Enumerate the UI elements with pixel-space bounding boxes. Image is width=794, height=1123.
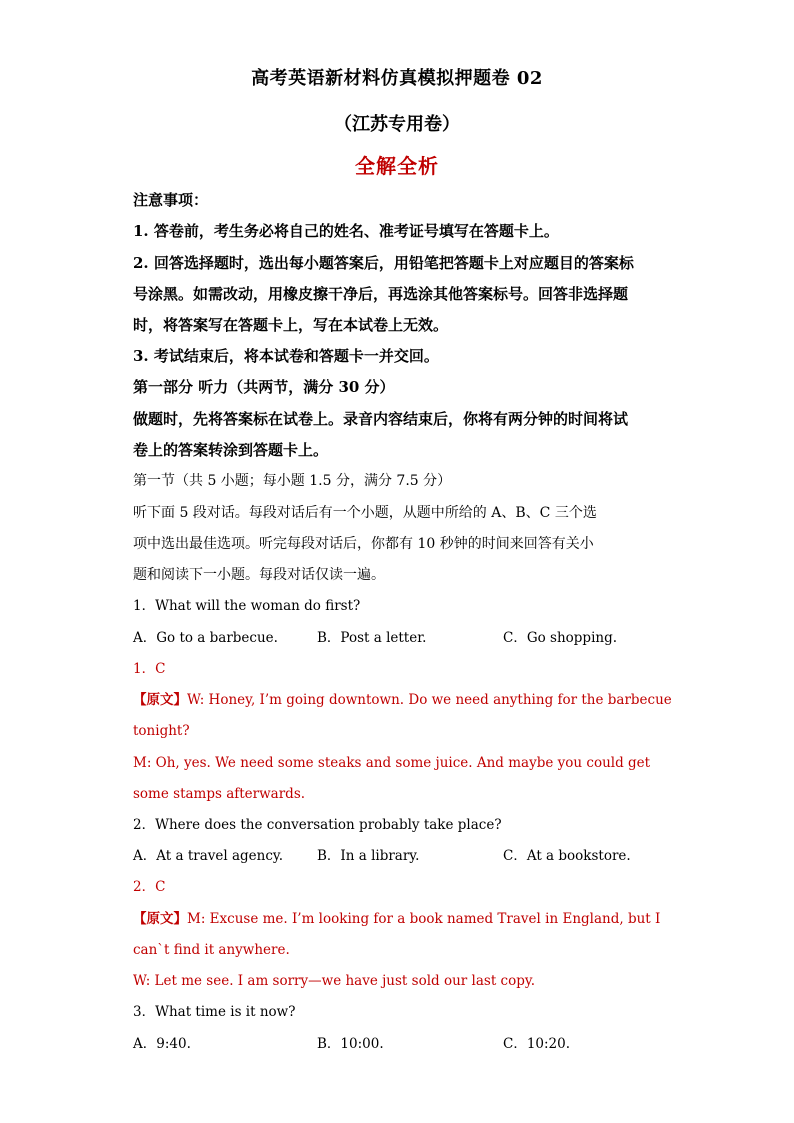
question-2-source-line-2: can`t find it anywhere. bbox=[133, 942, 290, 958]
question-1-source-line-3: M: Oh, yes. We need some steaks and some juice. And maybe you could get bbox=[133, 755, 651, 771]
question-3-text: 3．What time is it now? bbox=[133, 1004, 296, 1020]
question-3-option-c: C．10:20. bbox=[503, 1036, 571, 1052]
section1-desc-line-2: 项中选出最佳选项。听完每段对话后，你都有 10 秒钟的时间来回答有关小 bbox=[133, 536, 594, 552]
question-1-source-line-2: tonight? bbox=[133, 723, 190, 739]
part1-heading: 第一部分 听力（共两节，满分 30 分） bbox=[133, 378, 395, 396]
instruction-item-2-line-3: 时，将答案写在答题卡上，写在本试卷上无效。 bbox=[133, 316, 449, 334]
source-label: 【原文】 bbox=[133, 692, 187, 708]
question-2-answer: 2．C bbox=[133, 879, 166, 895]
part1-note-line-1: 做题时，先将答案标在试卷上。录音内容结束后，你将有两分钟的时间将试 bbox=[133, 410, 629, 428]
question-2-text: 2．Where does the conversation probably take place? bbox=[133, 817, 502, 833]
page-title: 高考英语新材料仿真模拟押题卷 02 bbox=[251, 68, 543, 89]
section1-heading: 第一节（共 5 小题；每小题 1.5 分，满分 7.5 分） bbox=[133, 473, 452, 489]
section1-desc-line-1: 听下面 5 段对话。每段对话后有一个小题，从题中所给的 A、B、C 三个选 bbox=[133, 505, 597, 521]
question-1-option-a: A．Go to a barbecue. bbox=[133, 630, 278, 646]
question-1-source-line-4: some stamps afterwards. bbox=[133, 786, 306, 802]
question-1-answer: 1．C bbox=[133, 661, 166, 677]
source-label: 【原文】 bbox=[133, 911, 187, 927]
analysis-label: 全解全析 bbox=[355, 154, 439, 178]
question-2-option-b: B．In a library. bbox=[317, 848, 420, 864]
question-1-text: 1．What will the woman do first? bbox=[133, 598, 361, 614]
question-2-source-line-3: W: Let me see. I am sorry—we have just sold our last copy. bbox=[133, 973, 535, 989]
instruction-item-1: 1. 答卷前，考生务必将自己的姓名、准考证号填写在答题卡上。 bbox=[133, 222, 559, 240]
page-subtitle: （江苏专用卷） bbox=[334, 114, 460, 135]
section1-desc-line-3: 题和阅读下一小题。每段对话仅读一遍。 bbox=[133, 567, 385, 583]
instruction-item-2-line-2: 号涂黑。如需改动，用橡皮擦干净后，再选涂其他答案标号。回答非选择题 bbox=[133, 285, 629, 303]
question-3-option-b: B．10:00. bbox=[317, 1036, 384, 1052]
source-text: W: Honey, I’m going downtown. Do we need anything for the barbecue bbox=[187, 692, 672, 708]
question-1-source-line-1 bbox=[133, 690, 672, 710]
instruction-item-2-line-1: 2. 回答选择题时，选出每小题答案后，用铅笔把答题卡上对应题目的答案标 bbox=[133, 254, 634, 272]
question-3-option-a: A．9:40. bbox=[133, 1036, 191, 1052]
part1-note-line-2: 卷上的答案转涂到答题卡上。 bbox=[133, 441, 329, 459]
instructions-heading: 注意事项： bbox=[133, 191, 209, 209]
question-2-option-a: A．At a travel agency. bbox=[133, 848, 284, 864]
question-2-option-c: C．At a bookstore. bbox=[503, 848, 631, 864]
question-2-source-line-1 bbox=[133, 909, 660, 929]
source-text: M: Excuse me. I’m looking for a book named Travel in England, but I bbox=[187, 911, 661, 927]
instruction-item-3: 3. 考试结束后，将本试卷和答题卡一并交回。 bbox=[133, 347, 439, 365]
question-1-option-c: C．Go shopping. bbox=[503, 630, 618, 646]
question-1-option-b: B．Post a letter. bbox=[317, 630, 427, 646]
